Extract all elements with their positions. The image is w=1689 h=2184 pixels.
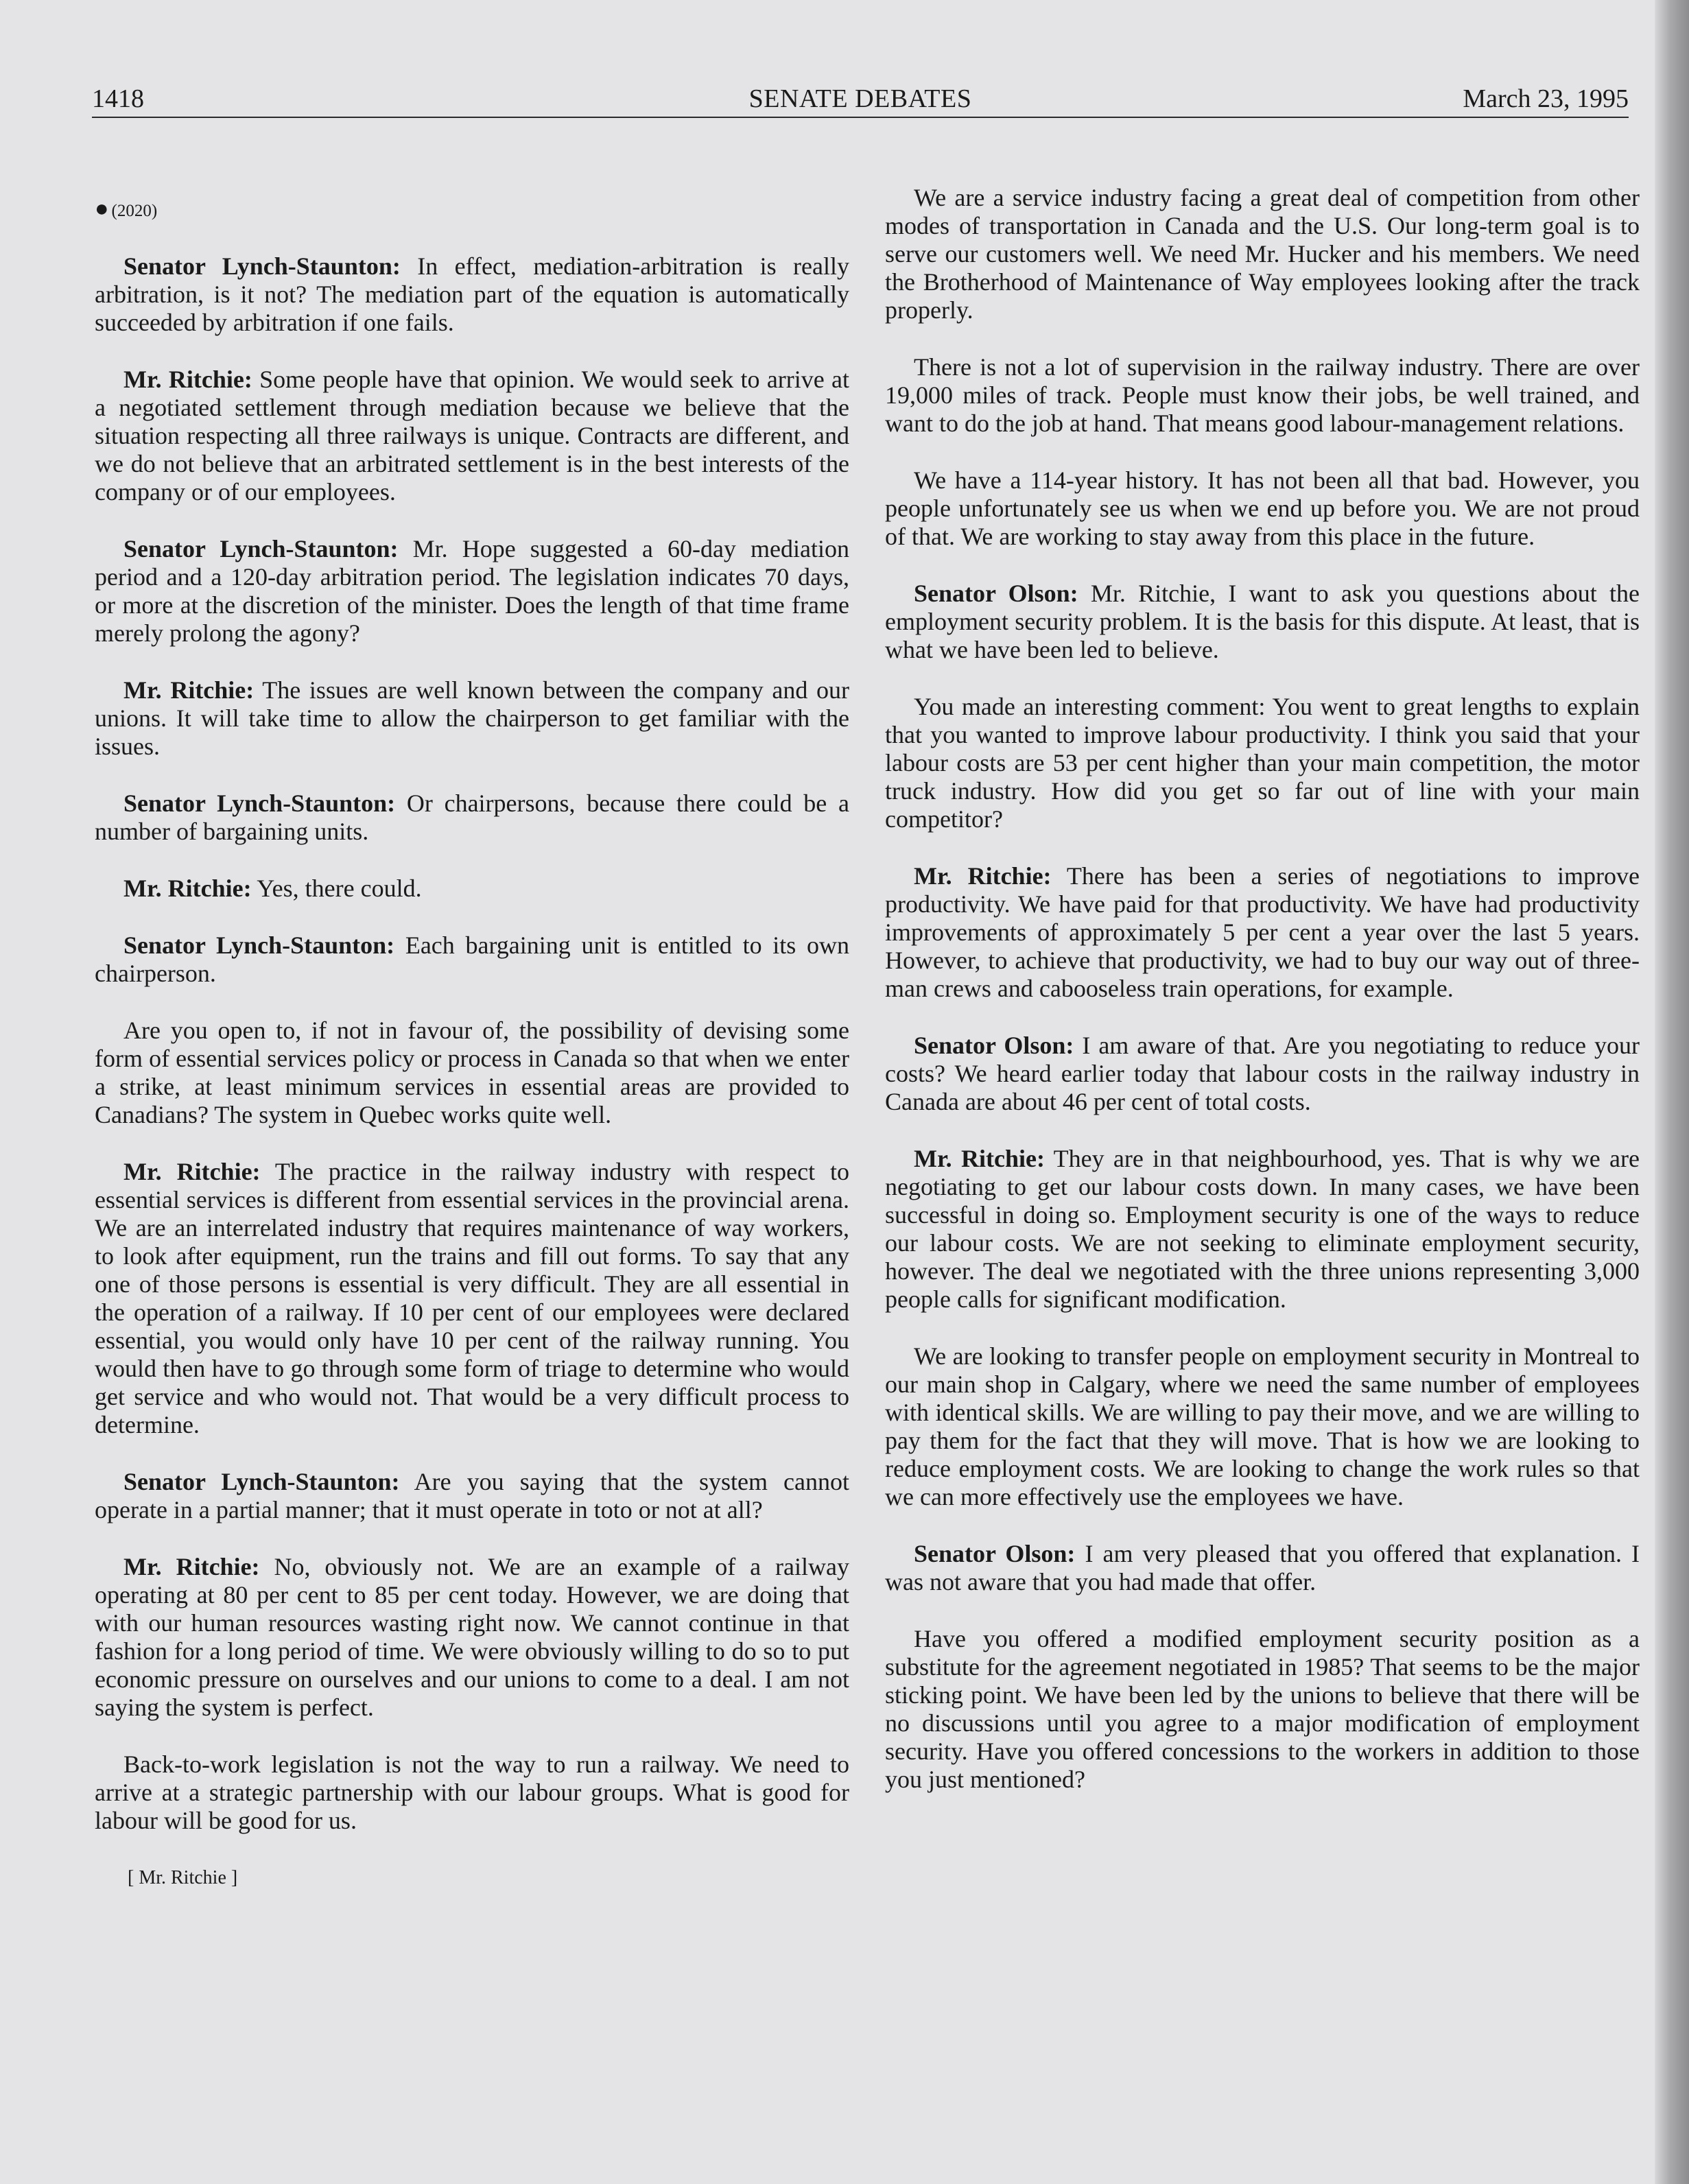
paragraph-text: Mr. Hope suggested a 60-day mediation period and a 120-day arbitration period. The legislation indicates 70 days, or more at the discretion of the minister. Does the length of that time frame merely prolong the agony? (95, 535, 849, 647)
time-marker-text: (2020) (111, 202, 158, 220)
paragraph (95, 252, 849, 337)
right-paragraphs (885, 184, 1640, 1794)
paragraph (885, 580, 1640, 664)
paragraph (95, 1158, 849, 1439)
time-marker (95, 195, 849, 225)
paragraph-text: Each bargaining unit is entitled to its own chairperson. (95, 931, 849, 987)
paragraph-text: There has been a series of negotiations to improve productivity. We have paid for that productivity. We have had productivity improvements of approximately 5 per cent a year over the last 5 years. However, to achieve that productivity, we had to buy our way out of three-man crews and cabooseless train operations, for example. (885, 862, 1640, 1002)
paragraph-text: No, obviously not. We are an example of a railway operating at 80 per cent to 85 per cent today. However, we are doing that with our human resources wasting right now. We cannot continue in that fashion for a long period of time. We were obviously willing to do so to put economic pressure on ourselves and our unions to come to a deal. I am not saying the system is perfect. (95, 1553, 850, 1721)
paragraph (95, 366, 849, 506)
paragraph-text: Some people have that opinion. We would seek to arrive at a negotiated settlement through mediation because we believe that the situation respecting all three railways is unique. Contracts are different, and we do not believe that an arbitrated settlement is in the best interests of the company or of our employees. (95, 366, 849, 506)
speaker-name: Mr. Ritchie: (914, 1145, 1045, 1172)
paragraph (885, 466, 1640, 551)
paragraph (885, 184, 1640, 324)
paragraph (885, 1342, 1640, 1511)
paragraph (885, 1032, 1640, 1116)
paragraph (885, 1145, 1640, 1314)
paragraph (95, 1017, 849, 1129)
paragraph-text: We are a service industry facing a great deal of competition from other modes of transportation in Canada and the U.S. Our long-term goal is to serve our customers well. We need Mr. Hucker and his members. We need the Brotherhood of Maintenance of Way employees looking after the track properly. (885, 184, 1640, 324)
paragraph (885, 1540, 1640, 1596)
speaker-name: Senator Olson: (914, 1540, 1076, 1567)
paragraph (95, 875, 849, 903)
speaker-name: Senator Lynch-Staunton: (123, 252, 401, 280)
page-number: 1418 (92, 84, 144, 113)
paragraph-text: You made an interesting comment: You went to great lengths to explain that you wanted to improve labour productivity. I think you said that your labour costs are 53 per cent higher than your main competition, the motor truck industry. How did you get so far out of line with your main competitor? (885, 693, 1640, 833)
paragraph-text: Are you saying that the system cannot operate in a partial manner; that it must operate in toto or not at all? (95, 1468, 849, 1523)
paragraph (95, 1468, 849, 1524)
page-header (92, 82, 1629, 118)
paragraph (885, 693, 1640, 833)
scan-page-edge (1655, 0, 1689, 2184)
speaker-footer-tag: [ Mr. Ritchie ] (128, 1867, 238, 1888)
paragraph-text: Mr. Ritchie, I want to ask you questions about the employment security problem. It is the basis for this dispute. At least, that is what we have been led to believe. (885, 580, 1640, 663)
paragraph (95, 1750, 849, 1835)
paragraph-text: In effect, mediation-arbitration is really arbitration, is it not? The mediation part of the equation is automatically succeeded by arbitration if one fails. (95, 252, 849, 336)
paragraph (885, 862, 1640, 1003)
paragraph-text: Or chairpersons, because there could be a number of bargaining units. (95, 790, 849, 845)
publication-title: SENATE DEBATES (748, 84, 972, 113)
speaker-name: Senator Lynch-Staunton: (123, 790, 396, 817)
speaker-name: Senator Lynch-Staunton: (123, 535, 399, 562)
speaker-name: Mr. Ritchie: (123, 875, 252, 902)
speaker-name: Mr. Ritchie: (914, 862, 1052, 890)
paragraph-text: Have you offered a modified employment security position as a substitute for the agreement negotiated in 1985? That seems to be the major sticking point. We have been led by the unions to believe that there will be no discussions until you agree to a major modification of employment security. Have you offered concessions to the workers in addition to those you just mentioned? (885, 1625, 1640, 1793)
paragraph-text: I am aware of that. Are you negotiating to reduce your costs? We heard earlier today that labour costs in the railway industry in Canada are about 46 per cent of total costs. (885, 1032, 1640, 1115)
speaker-name: Mr. Ritchie: (123, 676, 255, 704)
paragraph-text: The practice in the railway industry with respect to essential services is different from essential services in the provincial arena. We are an interrelated industry that requires maintenance of way workers, to look after equipment, run the trains and fill out forms. To say that any one of those persons is essential is very difficult. They are all essential in the operation of a railway. If 10 per cent of our employees were declared essential, you would only have 10 per cent of the railway running. You would then have to go through some form of triage to determine who would get service and who would not. That would be a very difficult process to determine. (95, 1158, 849, 1438)
paragraph (885, 353, 1640, 438)
paragraph-text: We have a 114-year history. It has not been all that bad. However, you people unfortunately see us when we end up before you. We are not proud of that. We are working to stay away from this place in the future. (885, 466, 1640, 550)
paragraph (95, 931, 849, 988)
paragraph-text: Yes, there could. (251, 875, 422, 902)
paragraph-text: The issues are well known between the company and our unions. It will take time to allow the chairperson to get familiar with the issues. (95, 676, 850, 760)
bullet-icon: ● (95, 196, 109, 222)
left-column (95, 184, 849, 1892)
speaker-name: Mr. Ritchie: (123, 1553, 260, 1580)
paragraph (95, 535, 849, 648)
speaker-name: Senator Olson: (914, 1032, 1074, 1059)
paragraph (95, 790, 849, 846)
paragraph-text: I am very pleased that you offered that explanation. I was not aware that you had made that offer. (885, 1540, 1640, 1595)
paragraph-text: Back-to-work legislation is not the way to run a railway. We need to arrive at a strategic partnership with our labour groups. What is good for labour will be good for us. (95, 1750, 849, 1834)
paragraph-text: Are you open to, if not in favour of, the possibility of devising some form of essential services policy or process in Canada so that when we enter a strike, at least minimum services in essential areas are provided to Canadians? The system in Quebec works quite well. (95, 1017, 849, 1128)
speaker-name: Mr. Ritchie: (123, 1158, 261, 1185)
right-column (885, 184, 1640, 1823)
paragraph-text: We are looking to transfer people on employment security in Montreal to our main shop in Calgary, where we need the same number of employees with identical skills. We are willing to pay their move, and we are willing to pay them for the fact that they will move. That is how we are looking to reduce employment costs. We are looking to change the work rules so that we can more effectively use the employees we have. (885, 1342, 1640, 1510)
paragraph-text: They are in that neighbourhood, yes. That is why we are negotiating to get our labour costs down. In many cases, we have been successful in doing so. Employment security is one of the ways to reduce our labour costs. We are not seeking to eliminate employment security, however. The deal we negotiated with the three unions representing 3,000 people calls for significant modification. (885, 1145, 1640, 1313)
paragraph (95, 676, 849, 761)
speaker-name: Senator Lynch-Staunton: (123, 931, 395, 959)
speaker-name: Senator Lynch-Staunton: (123, 1468, 400, 1495)
speaker-name: Senator Olson: (914, 580, 1078, 607)
paragraph (885, 1625, 1640, 1794)
left-paragraphs (95, 252, 849, 1835)
paragraph (95, 1553, 849, 1722)
speaker-name: Mr. Ritchie: (123, 366, 252, 393)
paragraph-text: There is not a lot of supervision in the railway industry. There are over 19,000 miles of track. People must know their jobs, be well trained, and want to do the job at hand. That means good labour-management relations. (885, 353, 1640, 437)
publication-date: March 23, 1995 (1463, 84, 1629, 113)
